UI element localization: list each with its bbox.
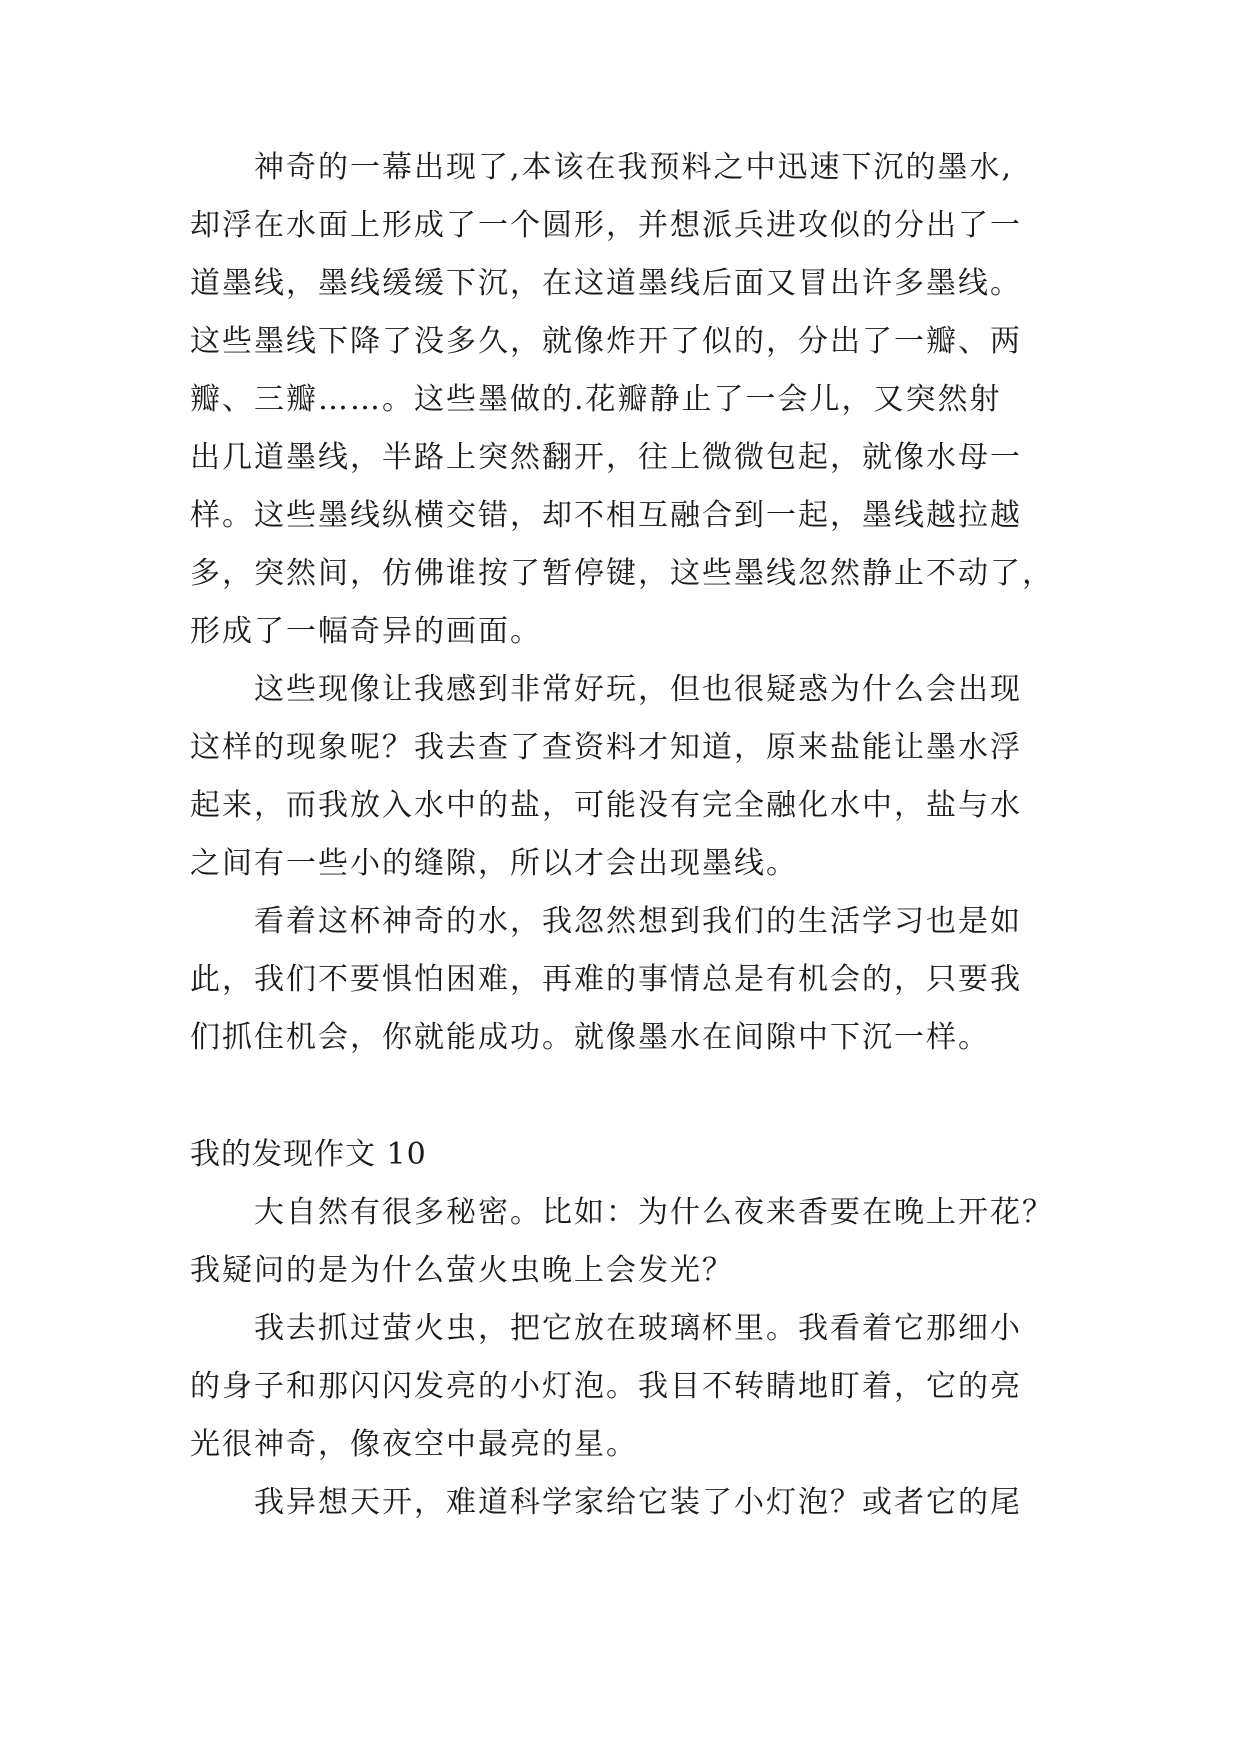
paragraph-line: 神奇的一幕出现了,本该在我预料之中迅速下沉的墨水, — [254, 150, 1014, 185]
paragraph-line: 看着这杯神奇的水，我忽然想到我们的生活学习也是如 — [254, 904, 1022, 939]
paragraph-line: 这些现像让我感到非常好玩，但也很疑惑为什么会出现 — [254, 672, 1022, 707]
paragraph-line: 光很神奇，像夜空中最亮的星。 — [190, 1427, 638, 1462]
paragraph-line: 我去抓过萤火虫，把它放在玻璃杯里。我看着它那细小 — [254, 1311, 1022, 1346]
paragraph-line: 之间有一些小的缝隙，所以才会出现墨线。 — [190, 846, 798, 881]
paragraph-line: 瓣、三瓣……。这些墨做的.花瓣静止了一会儿，又突然射 — [190, 382, 1002, 417]
paragraph-line: 的身子和那闪闪发亮的小灯泡。我目不转睛地盯着，它的亮 — [190, 1369, 1022, 1404]
paragraph-line: 这些墨线下降了没多久，就像炸开了似的，分出了一瓣、两 — [190, 324, 1022, 359]
paragraph-line: 出几道墨线，半路上突然翻开，往上微微包起，就像水母一 — [190, 440, 1022, 475]
paragraph-line: 样。这些墨线纵横交错，却不相互融合到一起，墨线越拉越 — [190, 498, 1022, 533]
paragraph-line: 们抓住机会，你就能成功。就像墨水在间隙中下沉一样。 — [190, 1020, 990, 1055]
paragraph-line: 我疑问的是为什么萤火虫晚上会发光？ — [190, 1253, 734, 1288]
paragraph-line: 大自然有很多秘密。比如：为什么夜来香要在晚上开花？ — [254, 1195, 1054, 1230]
paragraph-line: 我异想天开，难道科学家给它装了小灯泡？或者它的尾 — [254, 1485, 1022, 1520]
paragraph-line: 这样的现象呢？我去查了查资料才知道，原来盐能让墨水浮 — [190, 730, 1022, 765]
section-heading: 我的发现作文 10 — [190, 1137, 427, 1172]
paragraph-line: 却浮在水面上形成了一个圆形，并想派兵进攻似的分出了一 — [190, 208, 1022, 243]
paragraph-line: 道墨线，墨线缓缓下沉，在这道墨线后面又冒出许多墨线。 — [190, 266, 1022, 301]
paragraph-line: 起来，而我放入水中的盐，可能没有完全融化水中，盐与水 — [190, 788, 1022, 823]
paragraph-line: 多，突然间，仿佛谁按了暂停键，这些墨线忽然静止不动了， — [190, 556, 1054, 591]
paragraph-line: 此，我们不要惧怕困难，再难的事情总是有机会的，只要我 — [190, 962, 1022, 997]
paragraph-line: 形成了一幅奇异的画面。 — [190, 614, 542, 649]
